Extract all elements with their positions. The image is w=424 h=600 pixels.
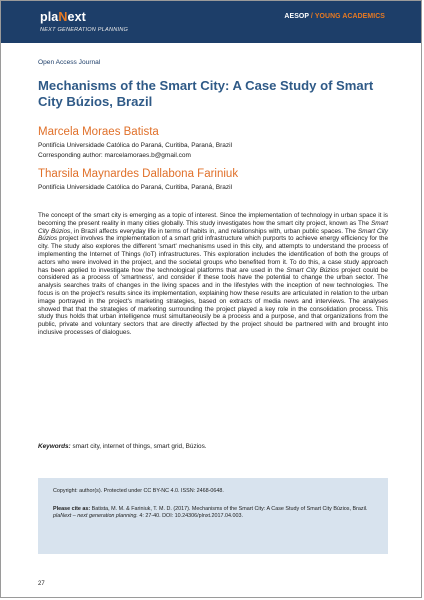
abstract-text: [38, 212, 388, 337]
citation-box: [38, 478, 388, 554]
keywords-list: smart city, internet of things, smart grid, Búzios.: [70, 443, 207, 450]
abstract-part-4: project could be considered as a process of 'smartness', and consider if these tools have the potential to change the urban sector. The analysis searches traits of changes in the living spaces and in the lifestyles with the inception of new technologies. The focus is on the project's results since its implementation, explaining how these results are articulated in relation to the urban image portrayed in the project's marketing strategies, based on extracts of media news and interviews. The analyses showed that that the strategies of marketing surrounding the project played a key role in the consolidation process. This study thus holds that urban intelligence must simultaneously be a process and a purpose, and that organizations from the public, private and voluntary sectors that are directly affected by the project should be partnered with and brought into inclusive processes of dialogues.: [38, 266, 388, 336]
logo-text-end: ext: [67, 10, 86, 24]
journal-header: [1, 1, 421, 43]
citation-text: [53, 506, 379, 520]
abstract-italic-1: Smart City Búzios: [38, 219, 388, 235]
abstract-italic-2: Smart City Búzios: [38, 227, 388, 243]
journal-separator: /: [308, 13, 315, 20]
cite-part-2: 4: 27-40. DOI: 10.24306/plnxt.2017.04.003.: [137, 513, 244, 519]
keywords-label: Keywords:: [38, 443, 71, 450]
open-access-label: Open Access Journal: [38, 59, 101, 66]
logo-tagline: NEXT GENERATION PLANNING: [40, 27, 128, 33]
abstract-part-1: The concept of the smart city is emerging as a topic of interest. Since the implementation of technology in urban space it is becoming the present reality in many cities globally. This study investigates how the smart city project, known as The: [38, 212, 388, 227]
young-academics-label: YOUNG ACADEMICS: [314, 13, 385, 20]
author-name-1: Marcela Moraes Batista: [38, 126, 159, 138]
journal-affiliation: [284, 13, 385, 20]
aesop-label: AESOP: [284, 13, 309, 20]
planext-logo: [40, 10, 86, 24]
corresponding-author: Corresponding author: marcelamoraes.b@gmail.com: [38, 152, 191, 159]
keywords: [38, 443, 207, 450]
article-title: Mechanisms of the Smart City: A Case Study of Smart City Búzios, Brazil: [38, 78, 374, 109]
abstract-italic-3: Smart City Búzios: [286, 266, 339, 274]
cite-label: Please cite as:: [53, 506, 91, 512]
cite-part-1: Batista, M. M. & Fariniuk, T. M. D. (2017). Mechanisms of the Smart City: A Case Study of Smart City Búzios, Brazil.: [90, 506, 368, 512]
cite-journal-italic: plaNext – next generation planning.: [53, 513, 138, 519]
author-affiliation-2: Pontifícia Universidade Católica do Paraná, Curitiba, Paraná, Brazil: [38, 184, 233, 191]
author-name-2: Tharsila Maynardes Dallabona Fariniuk: [38, 168, 239, 180]
copyright-notice: Copyright: author(s). Protected under CC BY-NC 4.0. ISSN: 2468-0648.: [53, 488, 224, 494]
abstract-part-3: project involves the implementation of a smart grid infrastructure which purports to achieve energy efficiency for the city. The study also explores the different 'smart' mechanisms used in this city, and attempts to understand the process of implementing the Internet of Things (IoT) infrastructures. This exploration includes the identification of both the groups of actors who were involved in the project, and the societal groups who benefited from it. To do this, a case study approach has been applied to investigate how the technological platforms that are used in the: [38, 235, 388, 274]
abstract-part-2: , in Brazil affects everyday life in terms of habits in, and relationships with, urban public spaces. The: [70, 227, 358, 235]
logo-text-start: pla: [40, 10, 59, 24]
author-affiliation-1: Pontifícia Universidade Católica do Paraná, Curitiba, Paraná, Brazil: [38, 142, 233, 149]
page-number: 27: [38, 581, 45, 587]
logo-text-accent: N: [58, 10, 68, 24]
